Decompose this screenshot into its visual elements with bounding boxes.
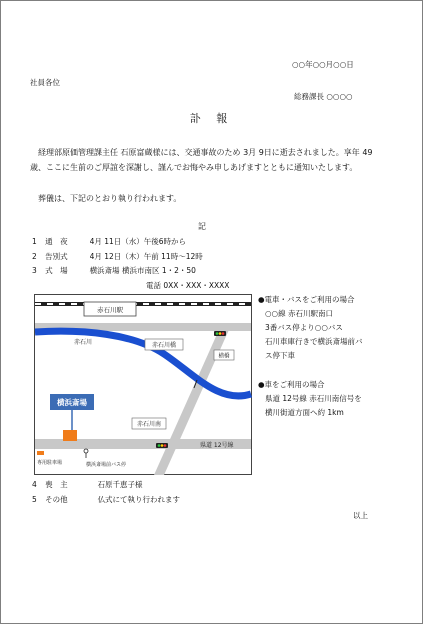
train-line: 3番バス停より○○バス bbox=[265, 323, 343, 332]
item-label: 式 場 bbox=[45, 266, 68, 275]
page-title: 訃 報 bbox=[189, 112, 234, 125]
item-row bbox=[32, 495, 180, 505]
item-label: その他 bbox=[45, 495, 68, 504]
item-num: 5 bbox=[32, 495, 37, 504]
recipient: 社員各位 bbox=[30, 78, 60, 87]
item-row bbox=[32, 252, 203, 262]
station-label: 赤石川駅 bbox=[97, 306, 123, 314]
bus-stop-icon bbox=[84, 449, 88, 453]
place-marker bbox=[63, 430, 77, 441]
item-label: 通 夜 bbox=[45, 237, 68, 246]
body-paragraph-2: 葬儀は、下記のとおり執り行われます。 bbox=[38, 194, 182, 203]
item-value: 石原千恵子様 bbox=[97, 480, 143, 489]
phone-number: 電話 0XX・XXX・XXXX bbox=[146, 281, 230, 290]
item-row bbox=[32, 480, 143, 490]
closing: 以上 bbox=[353, 511, 368, 520]
bridge-label: 赤石川橋 bbox=[151, 342, 177, 349]
bus-stop-label: 横浜斎場前バス停 bbox=[86, 462, 127, 468]
item-value: 4月 12日（木）午前 11時〜12時 bbox=[89, 252, 203, 261]
date: ○○年○○月○○日 bbox=[292, 60, 354, 69]
intersection-label: 赤石川南 bbox=[136, 421, 162, 428]
sender: 総務課長 ○○○○ bbox=[294, 92, 353, 101]
train-line: 石川車庫行きで横浜斎場前バ bbox=[265, 337, 363, 346]
parking-label: 専用駐車場 bbox=[37, 460, 63, 466]
item-value: 横浜斎場 横浜市南区 1・2・50 bbox=[89, 266, 196, 275]
item-row bbox=[32, 237, 186, 247]
route-label: 県道 12号線 bbox=[200, 442, 234, 449]
item-label: 喪 主 bbox=[45, 480, 68, 489]
item-num: 2 bbox=[32, 252, 37, 261]
river-label-left: 赤石川 bbox=[74, 339, 93, 346]
car-line: 県道 12号線 赤石川南信号を bbox=[265, 394, 362, 403]
train-line: ○○線 赤石川駅南口 bbox=[265, 309, 333, 318]
item-value: 4月 11日（水）午後6時から bbox=[89, 237, 187, 246]
ki-heading: 記 bbox=[198, 222, 206, 231]
train-heading: ●電車・バスをご利用の場合 bbox=[258, 295, 355, 304]
item-row bbox=[32, 266, 196, 276]
small-bridge-label: 横橋 bbox=[218, 353, 230, 360]
car-heading: ●車をご利用の場合 bbox=[258, 380, 325, 389]
item-label: 告別式 bbox=[45, 252, 68, 261]
car-line: 横川街道方面へ約 1km bbox=[265, 408, 344, 417]
item-num: 1 bbox=[32, 237, 37, 246]
access-map bbox=[34, 294, 252, 475]
item-num: 4 bbox=[32, 480, 37, 489]
train-line: ス停下車 bbox=[265, 351, 295, 360]
item-value: 仏式にて執り行われます bbox=[97, 495, 181, 504]
traffic-light-icon bbox=[156, 443, 168, 448]
parking-marker bbox=[37, 451, 44, 455]
place-label: 横浜斎場 bbox=[57, 398, 87, 407]
body-paragraph-1: 経理部原価管理課主任 石原富蔵様には、交通事故のため 3月 9日に逝去されました。享年 49歳、ここに生前のご厚誼を深謝し、謹んでお悔やみ申しあげますとともに通知いたします。 bbox=[30, 148, 373, 172]
item-num: 3 bbox=[32, 266, 37, 275]
traffic-light-icon bbox=[214, 331, 226, 336]
